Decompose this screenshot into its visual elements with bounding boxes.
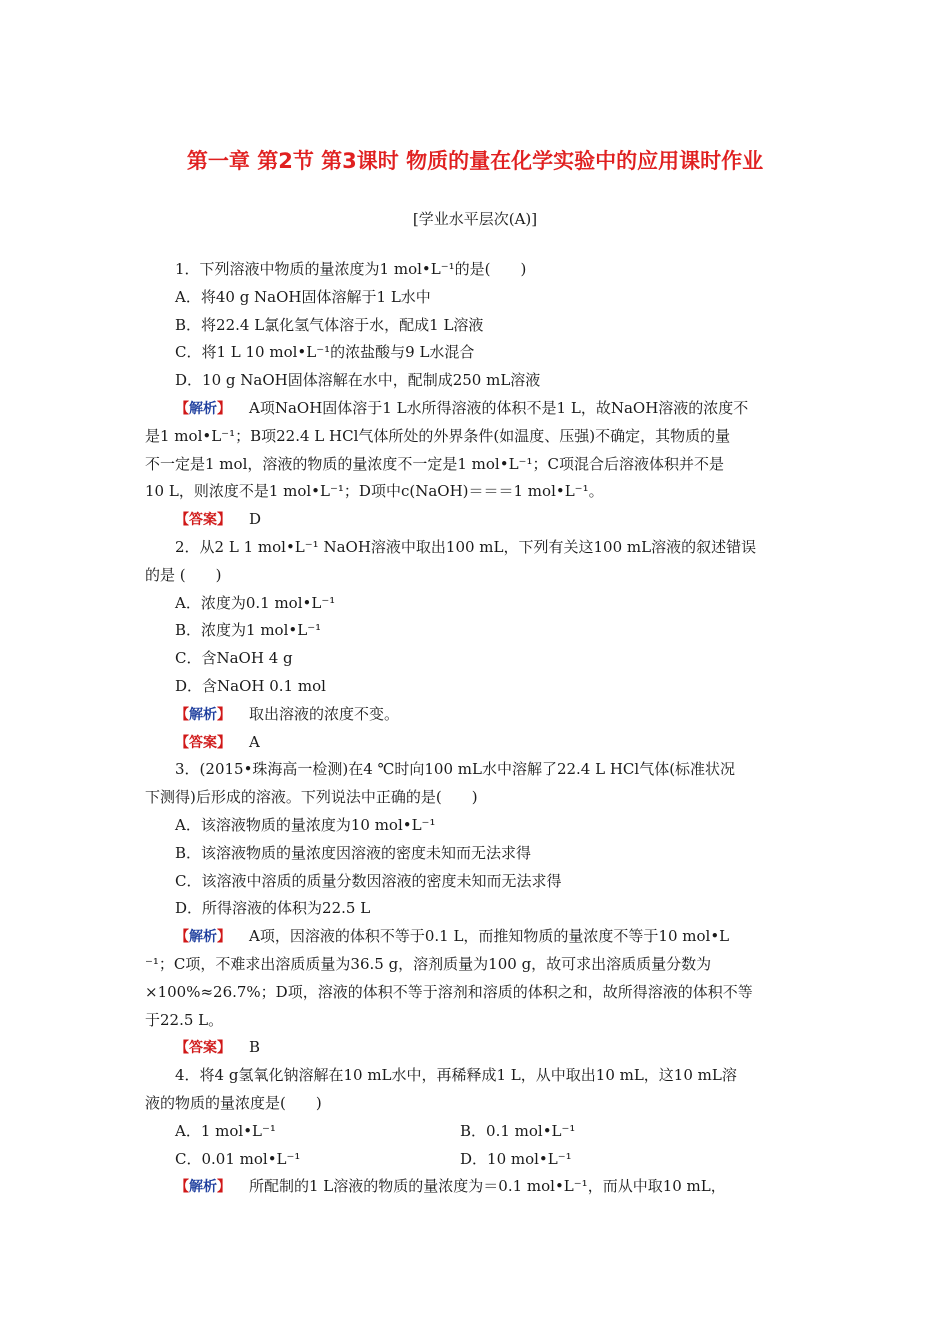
answer-tag: 【答案】 <box>175 734 231 751</box>
question-4-option-a: A．1 mol•L⁻¹ <box>175 1121 276 1140</box>
question-3-explanation-cont: ⁻¹；C项，不难求出溶质质量为36.5 g，溶剂质量为100 g，故可求出溶质质量分数为 <box>145 954 712 973</box>
explanation-text: A项NaOH固体溶于1 L水所得溶液的体积不是1 L，故NaOH溶液的浓度不 <box>249 398 749 417</box>
section-heading: [学业水平层次(A)] <box>412 210 538 228</box>
answer-tag: 【答案】 <box>175 512 231 529</box>
explanation-text: 所配制的1 L溶液的物质的量浓度为＝0.1 mol•L⁻¹，而从中取10 mL， <box>249 1177 726 1196</box>
explanation-text: 取出溶液的浓度不变。 <box>249 704 400 723</box>
question-3-explanation-line <box>145 923 810 951</box>
question-4-option-c: C．0.01 mol•L⁻¹ <box>175 1149 301 1168</box>
page-title: 第一章 第2节 第3课时 物质的量在化学实验中的应用课时作业 <box>186 149 764 173</box>
question-4-option-d: D．10 mol•L⁻¹ <box>460 1149 572 1168</box>
question-2-answer-line <box>145 729 810 757</box>
question-4-stem: 4．将4 g氢氧化钠溶解在10 mL水中，再稀释成1 L，从中取出10 mL，这10 mL溶 <box>175 1066 737 1085</box>
question-1-answer-line <box>145 506 810 534</box>
question-2-stem-cont: 的是 ( ) <box>145 565 222 584</box>
question-1-option-a: A．将40 g NaOH固体溶解于1 L水中 <box>175 287 431 306</box>
answer-value: A <box>249 732 260 751</box>
explanation-tag: 【解析】 <box>175 1179 231 1196</box>
question-1-explanation-cont: 不一定是1 mol，溶液的物质的量浓度不一定是1 mol•L⁻¹；C项混合后溶液体积并不是 <box>145 454 724 473</box>
question-3-explanation-cont: 于22.5 L。 <box>145 1010 224 1029</box>
question-1-explanation-cont: 是1 mol•L⁻¹；B项22.4 L HCl气体所处的外界条件(如温度、压强)不确定，其物质的量 <box>145 426 731 445</box>
question-1-option-b: B．将22.4 L氯化氢气体溶于水，配成1 L溶液 <box>175 315 484 334</box>
question-3-stem-cont: 下测得)后形成的溶液。下列说法中正确的是( ) <box>145 788 478 807</box>
question-3-answer-line <box>145 1034 810 1062</box>
question-1-option-c: C．将1 L 10 mol•L⁻¹的浓盐酸与9 L水混合 <box>175 343 475 362</box>
question-4-options-row-2 <box>145 1146 810 1174</box>
explanation-text: A项，因溶液的体积不等于0.1 L，而推知物质的量浓度不等于10 mol•L <box>249 927 730 946</box>
question-2-stem: 2．从2 L 1 mol•L⁻¹ NaOH溶液中取出100 mL，下列有关这100 mL溶液的叙述错误 <box>175 537 757 556</box>
question-3-option-b: B．该溶液物质的量浓度因溶液的密度未知而无法求得 <box>175 843 532 862</box>
question-3-option-a: A．该溶液物质的量浓度为10 mol•L⁻¹ <box>175 815 436 834</box>
question-2-option-c: C．含NaOH 4 g <box>175 649 293 668</box>
question-3-stem: 3．(2015•珠海高一检测)在4 ℃时向100 mL水中溶解了22.4 L HCl气体(标准状况 <box>175 760 736 779</box>
answer-value: D <box>249 510 262 529</box>
question-3-option-c: C．该溶液中溶质的质量分数因溶液的密度未知而无法求得 <box>175 871 562 890</box>
explanation-tag: 【解析】 <box>175 929 231 946</box>
question-4-option-b: B．0.1 mol•L⁻¹ <box>460 1121 576 1140</box>
answer-value: B <box>249 1038 261 1057</box>
question-2-option-b: B．浓度为1 mol•L⁻¹ <box>175 621 322 640</box>
question-3-explanation-cont: ×100%≈26.7%；D项，溶液的体积不等于溶剂和溶质的体积之和，故所得溶液的体积不等 <box>145 982 753 1001</box>
question-4-options-row-1 <box>145 1118 810 1146</box>
question-2-option-a: A．浓度为0.1 mol•L⁻¹ <box>175 593 336 612</box>
question-1-stem: 1．下列溶液中物质的量浓度为1 mol•L⁻¹的是( ) <box>175 260 527 278</box>
explanation-tag: 【解析】 <box>175 400 231 417</box>
question-4-stem-cont: 液的物质的量浓度是( ) <box>145 1093 322 1112</box>
question-1-explanation-cont: 10 L，则浓度不是1 mol•L⁻¹；D项中c(NaOH)＝＝＝1 mol•L⁻¹。 <box>145 482 604 501</box>
question-1-explanation-line <box>145 395 810 423</box>
question-4-explanation-line <box>145 1173 810 1201</box>
question-2-option-d: D．含NaOH 0.1 mol <box>175 676 326 695</box>
question-1-option-d: D．10 g NaOH固体溶解在水中，配制成250 mL溶液 <box>175 371 541 390</box>
question-3-option-d: D．所得溶液的体积为22.5 L <box>175 899 371 918</box>
question-2-explanation-line <box>145 701 810 729</box>
explanation-tag: 【解析】 <box>175 706 231 723</box>
document-body <box>145 256 810 1201</box>
answer-tag: 【答案】 <box>175 1040 231 1057</box>
